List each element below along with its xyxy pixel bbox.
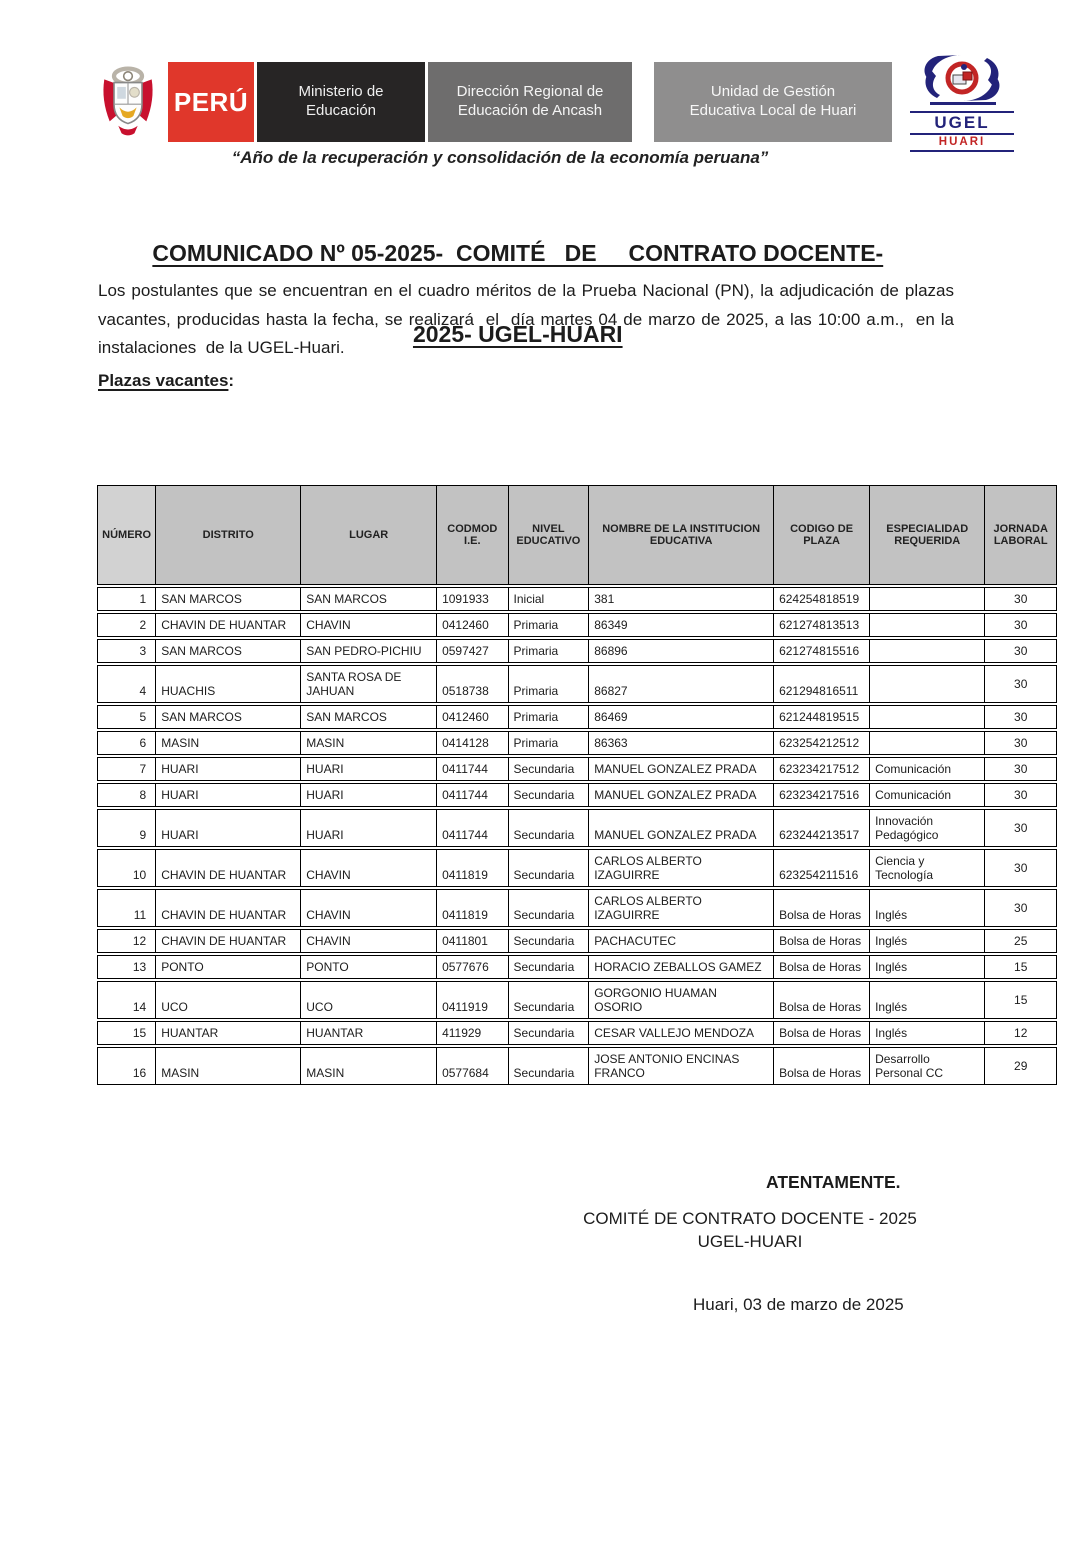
cell-jornada: 30 (985, 809, 1057, 847)
cell-lugar: SAN PEDRO-PICHIU (301, 639, 437, 663)
cell-especialidad: Ciencia y Tecnología (870, 849, 985, 887)
cell-codmod: 0411919 (437, 981, 508, 1019)
cell-codmod: 0412460 (437, 705, 508, 729)
cell-codmod: 0411819 (437, 889, 508, 927)
cell-n: 1 (97, 587, 156, 611)
cell-nombre: JOSE ANTONIO ENCINAS FRANCO (589, 1047, 774, 1085)
cell-nivel: Secundaria (509, 783, 590, 807)
table-row (97, 731, 1057, 755)
header-nombre: NOMBRE DE LA INSTITUCION EDUCATIVA (589, 485, 774, 585)
cell-n: 11 (97, 889, 156, 927)
ugel-huari-banner (654, 62, 892, 142)
table-header (97, 485, 1057, 585)
header-jornada: JORNADA LABORAL (985, 485, 1057, 585)
cell-n: 7 (97, 757, 156, 781)
cell-jornada: 15 (985, 981, 1057, 1019)
cell-nombre: PACHACUTEC (589, 929, 774, 953)
cell-jornada: 30 (985, 731, 1057, 755)
ministerio-line1: Ministerio de (298, 83, 384, 101)
cell-n: 4 (97, 665, 156, 703)
cell-lugar: MASIN (301, 1047, 437, 1085)
table-row (97, 783, 1057, 807)
dre-line1: Dirección Regional de (456, 83, 604, 101)
cell-distrito: HUANTAR (156, 1021, 301, 1045)
table-row (97, 1047, 1057, 1085)
cell-codigo: 623234217516 (774, 783, 870, 807)
year-quote: “Año de la recuperación y consolidación de la economía peruana” (231, 148, 769, 167)
table-row (97, 757, 1057, 781)
ministerio-banner (257, 62, 425, 142)
cell-codigo: Bolsa de Horas (774, 1021, 870, 1045)
cell-codmod: 0577684 (437, 1047, 508, 1085)
peru-banner-label: PERÚ (173, 86, 249, 117)
cell-n: 5 (97, 705, 156, 729)
cell-codmod: 0414128 (437, 731, 508, 755)
cell-jornada: 12 (985, 1021, 1057, 1045)
cell-especialidad: Desarrollo Personal CC (870, 1047, 985, 1085)
cell-n: 10 (97, 849, 156, 887)
ugel-logo-text: UGEL (910, 111, 1014, 135)
table-row (97, 665, 1057, 703)
cell-nombre: 86469 (589, 705, 774, 729)
cell-lugar: SAN MARCOS (301, 705, 437, 729)
cell-lugar: CHAVIN (301, 889, 437, 927)
cell-distrito: HUARI (156, 783, 301, 807)
place-date-line: Huari, 03 de marzo de 2025 (693, 1295, 904, 1314)
cell-nivel: Secundaria (509, 757, 590, 781)
cell-especialidad: Inglés (870, 955, 985, 979)
cell-nombre: MANUEL GONZALEZ PRADA (589, 757, 774, 781)
cell-lugar: CHAVIN (301, 929, 437, 953)
table-row (97, 613, 1057, 637)
table-row (97, 929, 1057, 953)
cell-codigo: Bolsa de Horas (774, 981, 870, 1019)
cell-nivel: Secundaria (509, 981, 590, 1019)
header-codmod: CODMOD I.E. (437, 485, 508, 585)
cell-nombre: MANUEL GONZALEZ PRADA (589, 783, 774, 807)
cell-jornada: 25 (985, 929, 1057, 953)
cell-codmod: 0597427 (437, 639, 508, 663)
cell-distrito: HUARI (156, 809, 301, 847)
cell-nombre: CARLOS ALBERTO IZAGUIRRE (589, 889, 774, 927)
header-strip (100, 60, 1008, 148)
table-row (97, 1021, 1057, 1045)
cell-codmod: 0411744 (437, 783, 508, 807)
cell-n: 6 (97, 731, 156, 755)
cell-lugar: MASIN (301, 731, 437, 755)
cell-codmod: 0518738 (437, 665, 508, 703)
cell-nombre: MANUEL GONZALEZ PRADA (589, 809, 774, 847)
comite-line1: COMITÉ DE CONTRATO DOCENTE - 2025 (583, 1209, 917, 1228)
cell-nombre: 86896 (589, 639, 774, 663)
cell-nivel: Primaria (509, 731, 590, 755)
plazas-vacantes-label: Plazas vacantes (98, 371, 229, 390)
table-row (97, 849, 1057, 887)
cell-distrito: HUACHIS (156, 665, 301, 703)
cell-nivel: Secundaria (509, 1021, 590, 1045)
cell-nivel: Primaria (509, 705, 590, 729)
header-codigo: CODIGO DE PLAZA (774, 485, 870, 585)
cell-codigo: 623254212512 (774, 731, 870, 755)
cell-distrito: UCO (156, 981, 301, 1019)
cell-jornada: 30 (985, 587, 1057, 611)
cell-especialidad: Inglés (870, 929, 985, 953)
cell-nivel: Primaria (509, 613, 590, 637)
cell-jornada: 30 (985, 613, 1057, 637)
cell-nivel: Secundaria (509, 955, 590, 979)
peru-banner (168, 62, 254, 142)
table-row (97, 705, 1057, 729)
cell-distrito: MASIN (156, 731, 301, 755)
header-especialidad: ESPECIALIDAD REQUERIDA (870, 485, 985, 585)
cell-jornada: 30 (985, 639, 1057, 663)
cell-n: 14 (97, 981, 156, 1019)
cell-n: 16 (97, 1047, 156, 1085)
cell-codigo: 621294816511 (774, 665, 870, 703)
cell-lugar: CHAVIN (301, 613, 437, 637)
cell-n: 3 (97, 639, 156, 663)
cell-nombre: HORACIO ZEBALLOS GAMEZ (589, 955, 774, 979)
ministerio-line2: Educación (305, 102, 377, 119)
cell-codigo: Bolsa de Horas (774, 929, 870, 953)
cell-distrito: MASIN (156, 1047, 301, 1085)
dre-ancash-banner (428, 62, 632, 142)
cell-nombre: 86349 (589, 613, 774, 637)
cell-jornada: 30 (985, 783, 1057, 807)
cell-nivel: Secundaria (509, 809, 590, 847)
cell-n: 15 (97, 1021, 156, 1045)
cell-distrito: PONTO (156, 955, 301, 979)
cell-codmod: 0577676 (437, 955, 508, 979)
cell-lugar: PONTO (301, 955, 437, 979)
cell-nivel: Secundaria (509, 849, 590, 887)
header-numero: NÚMERO (97, 485, 156, 585)
cell-n: 12 (97, 929, 156, 953)
cell-codmod: 0411744 (437, 809, 508, 847)
table-row (97, 639, 1057, 663)
ugel-banner-line1: Unidad de Gestión (710, 83, 836, 101)
table-row (97, 889, 1057, 927)
cell-nivel: Primaria (509, 639, 590, 663)
cell-nivel: Secundaria (509, 889, 590, 927)
comite-line2: UGEL-HUARI (697, 1231, 803, 1251)
cell-codmod: 0411819 (437, 849, 508, 887)
atentamente-line: ATENTAMENTE. (766, 1172, 901, 1192)
ugel-emblem-icon (912, 52, 1012, 106)
cell-especialidad (870, 639, 985, 663)
cell-codigo: 624254818519 (774, 587, 870, 611)
cell-distrito: SAN MARCOS (156, 705, 301, 729)
cell-lugar: HUARI (301, 757, 437, 781)
cell-codigo: 623244213517 (774, 809, 870, 847)
cell-distrito: CHAVIN DE HUANTAR (156, 613, 301, 637)
cell-nivel: Inicial (509, 587, 590, 611)
cell-distrito: SAN MARCOS (156, 587, 301, 611)
cell-jornada: 30 (985, 757, 1057, 781)
cell-jornada: 30 (985, 665, 1057, 703)
cell-codigo: 621274815516 (774, 639, 870, 663)
cell-n: 8 (97, 783, 156, 807)
table-row (97, 981, 1057, 1019)
cell-jornada: 30 (985, 889, 1057, 927)
cell-nombre: 86363 (589, 731, 774, 755)
cell-nombre: GORGONIO HUAMAN OSORIO (589, 981, 774, 1019)
ugel-logo-subtext: HUARI (910, 135, 1014, 152)
cell-lugar: UCO (301, 981, 437, 1019)
cell-especialidad (870, 731, 985, 755)
cell-jornada: 29 (985, 1047, 1057, 1085)
table-header-row (97, 485, 1057, 585)
cell-distrito: SAN MARCOS (156, 639, 301, 663)
cell-lugar: HUARI (301, 783, 437, 807)
cell-distrito: CHAVIN DE HUANTAR (156, 889, 301, 927)
cell-codigo: 621244819515 (774, 705, 870, 729)
cell-especialidad (870, 587, 985, 611)
cell-codmod: 0411744 (437, 757, 508, 781)
cell-codigo: Bolsa de Horas (774, 889, 870, 927)
cell-codmod: 0411801 (437, 929, 508, 953)
cell-jornada: 15 (985, 955, 1057, 979)
cell-codigo: 621274813513 (774, 613, 870, 637)
cell-n: 9 (97, 809, 156, 847)
cell-nombre: 381 (589, 587, 774, 611)
cell-especialidad: Inglés (870, 981, 985, 1019)
comite-signature-block (520, 1208, 980, 1254)
table-row (97, 955, 1057, 979)
cell-especialidad (870, 705, 985, 729)
plazas-vacantes-colon: : (228, 371, 235, 390)
cell-especialidad: Comunicación (870, 757, 985, 781)
ugel-huari-logo (910, 52, 1014, 151)
document-title-line2: 2025- UGEL-HUARI (412, 320, 623, 347)
document-title-line1: COMUNICADO Nº 05-2025- COMITÉ DE CONTRATO DOCENTE- (152, 240, 884, 267)
cell-codigo: 623254211516 (774, 849, 870, 887)
cell-n: 2 (97, 613, 156, 637)
cell-lugar: SAN MARCOS (301, 587, 437, 611)
cell-distrito: CHAVIN DE HUANTAR (156, 849, 301, 887)
cell-distrito: HUARI (156, 757, 301, 781)
cell-jornada: 30 (985, 705, 1057, 729)
cell-lugar: SANTA ROSA DE JAHUAN (301, 665, 437, 703)
header-nivel: NIVEL EDUCATIVO (509, 485, 590, 585)
cell-lugar: HUANTAR (301, 1021, 437, 1045)
cell-especialidad (870, 665, 985, 703)
table-row (97, 587, 1057, 611)
cell-nombre: 86827 (589, 665, 774, 703)
ugel-banner-line2: Educativa Local de Huari (689, 102, 857, 119)
cell-nivel: Secundaria (509, 1047, 590, 1085)
cell-codigo: Bolsa de Horas (774, 1047, 870, 1085)
cell-nombre: CESAR VALLEJO MENDOZA (589, 1021, 774, 1045)
cell-especialidad: Innovación Pedagógico (870, 809, 985, 847)
cell-lugar: HUARI (301, 809, 437, 847)
cell-lugar: CHAVIN (301, 849, 437, 887)
cell-distrito: CHAVIN DE HUANTAR (156, 929, 301, 953)
dre-line2: Educación de Ancash (457, 102, 603, 119)
cell-nombre: CARLOS ALBERTO IZAGUIRRE (589, 849, 774, 887)
cell-codigo: Bolsa de Horas (774, 955, 870, 979)
cell-codmod: 1091933 (437, 587, 508, 611)
cell-codigo: 623234217512 (774, 757, 870, 781)
plazas-vacantes-heading (98, 371, 234, 391)
cell-especialidad: Inglés (870, 889, 985, 927)
cell-especialidad: Inglés (870, 1021, 985, 1045)
plazas-vacantes-table (97, 483, 1057, 1087)
header-distrito: DISTRITO (156, 485, 301, 585)
cell-especialidad: Comunicación (870, 783, 985, 807)
cell-especialidad (870, 613, 985, 637)
plazas-table-body (97, 587, 1057, 1085)
cell-jornada: 30 (985, 849, 1057, 887)
cell-codmod: 411929 (437, 1021, 508, 1045)
header-lugar: LUGAR (301, 485, 437, 585)
table-row (97, 809, 1057, 847)
announcement-paragraph: Los postulantes que se encuentran en el cuadro méritos de la Prueba Nacional (PN), la adjudicación de plazas vacantes, producidas hasta la fecha, se realizará el día martes 04 de marzo de 2025, a las 10:00 a.m., en la instalaciones de la UGEL-Huari. (98, 281, 959, 358)
cell-codmod: 0412460 (437, 613, 508, 637)
cell-nivel: Primaria (509, 665, 590, 703)
cell-nivel: Secundaria (509, 929, 590, 953)
peru-coat-of-arms-icon (100, 63, 156, 141)
cell-n: 13 (97, 955, 156, 979)
